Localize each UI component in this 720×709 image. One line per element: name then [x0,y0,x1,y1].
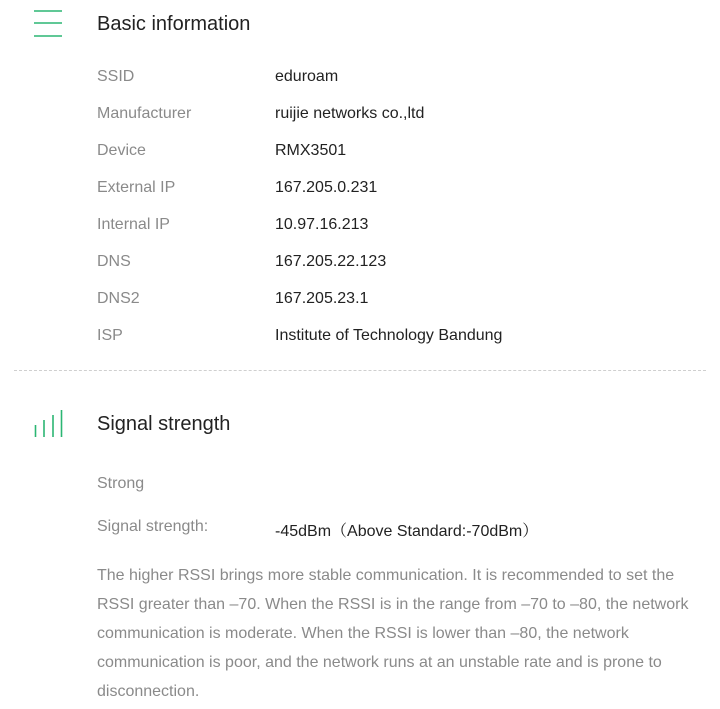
rssi-description: The higher RSSI brings more stable communication. It is recommended to set the RSSI greater than –70. When the RSSI is in the range from –70 to –80, the network communication is moderate. When the RSSI is lower than –80, the network communication is poor, and the network runs at an unstable rate and is prone to disconnection. [97,567,689,700]
basic-information-title: Basic information [97,13,251,35]
info-row-ssid [0,68,720,92]
info-label: ISP [97,327,123,344]
info-label: DNS2 [97,290,140,307]
signal-strength-value: -45dBm（Above Standard:-70dBm） [275,523,539,540]
info-value: ruijie networks co.,ltd [275,105,425,122]
info-value: RMX3501 [275,142,347,159]
info-value: 10.97.16.213 [275,216,369,233]
info-label: SSID [97,68,135,85]
signal-strength-title: Signal strength [97,413,231,435]
info-value: Institute of Technology Bandung [275,327,503,344]
info-value: eduroam [275,68,339,85]
signal-strength-label: Signal strength: [97,518,209,535]
info-row-internal-ip [0,216,720,240]
info-label: Device [97,142,146,159]
info-row-dns2 [0,290,720,314]
info-row-isp [0,327,720,351]
info-value: 167.205.22.123 [275,253,387,270]
signal-status-text: Strong [97,475,145,492]
signal-bars-icon [34,409,64,444]
info-value: 167.205.0.231 [275,179,378,196]
info-label: DNS [97,253,131,270]
info-row-manufacturer [0,105,720,129]
info-label: Manufacturer [97,105,192,122]
info-row-device [0,142,720,166]
signal-strength-row [0,518,720,542]
info-value: 167.205.23.1 [275,290,369,307]
info-label: Internal IP [97,216,170,233]
menu-lines-icon [34,10,62,43]
info-label: External IP [97,179,176,196]
info-row-dns [0,253,720,277]
info-row-external-ip [0,179,720,203]
